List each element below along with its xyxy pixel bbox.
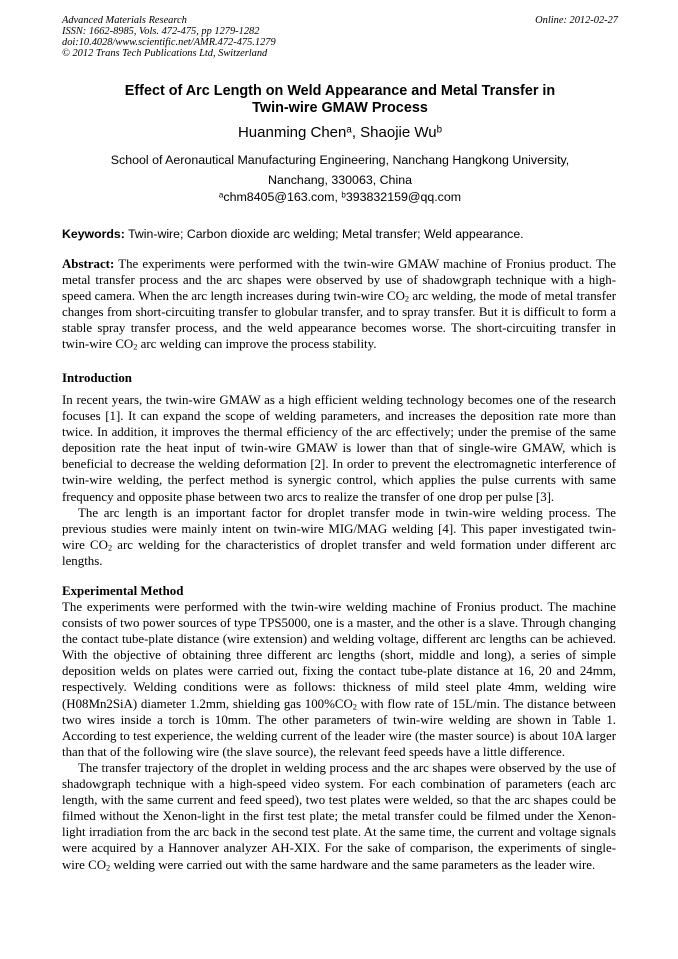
exp-p2-text-2: welding were carried out with the same hardware and the same parameters as the leader wire.	[110, 857, 596, 872]
journal-header	[62, 15, 618, 59]
intro-paragraph-2	[62, 505, 616, 569]
journal-name: Advanced Materials Research	[62, 15, 187, 26]
introduction-section	[62, 392, 616, 569]
abstract-sub-1: 2	[404, 294, 410, 304]
title-line-1: Effect of Arc Length on Weld Appearance and Metal Transfer in	[124, 83, 556, 99]
abstract	[62, 256, 616, 353]
intro-p2-text-1: The arc length is an important factor for droplet transfer mode in twin-wire welding process. The previous studies were mainly intent on twin-wire MIG/MAG welding [4]. This paper investigated twin-wire CO	[62, 505, 616, 552]
section-heading-experimental: Experimental Method	[62, 584, 184, 598]
doi-line: doi:10.4028/www.scientific.net/AMR.472-475.1279	[62, 37, 276, 48]
exp-p1-text-2: with flow rate of 15L/min. The distance between two wires inside a torch is 10mm. The other parameters of twin-wire welding are shown in Table 1. According to test experience, the welding current of the leader wire (the master source) is about 10A larger than that of the following wire (the slave source), the relevant feed speeds have a little difference.	[62, 696, 616, 759]
keywords-text: Twin-wire; Carbon dioxide arc welding; Metal transfer; Weld appearance.	[124, 227, 524, 241]
abstract-text-3: arc welding can improve the process stability.	[137, 337, 377, 352]
author-2-name: Shaojie Wu	[360, 124, 437, 141]
author-emails	[62, 189, 618, 205]
email-b[interactable]: 393832159@qq.com	[345, 190, 462, 204]
affiliation	[62, 150, 618, 190]
paper-title	[62, 83, 618, 117]
abstract-sub-2: 2	[133, 342, 138, 352]
author-2-affil-mark: b	[436, 124, 443, 136]
copyright-line: © 2012 Trans Tech Publications Ltd, Switzerland	[62, 48, 268, 59]
intro-p2-sub: 2	[107, 543, 113, 553]
exp-paragraph-1	[62, 599, 616, 760]
keywords	[62, 226, 618, 242]
exp-p1-text-1: The experiments were performed with the twin-wire welding machine of Fronius product. The machine consists of two power sources of type TPS5000, one is a master, and the other is a slave. Through changing the contact tube-plate distance (wire extension) and welding voltage, different arc lengths can be achieved. With the objective of obtaining three different arc lengths (short, middle and long), a series of simple deposition welds on plates were carried out, fixing the contact tube-plate distance at 16, 20 and 24mm, respectively. Welding conditions were as follows: thickness of mild steel plate 4mm, welding wire (H08Mn2SiA) diameter 1.2mm, shielding gas 100%CO	[62, 600, 616, 711]
experimental-section	[62, 599, 616, 873]
exp-p2-sub: 2	[106, 862, 111, 872]
author-1-name: Huanming Chen	[237, 124, 347, 141]
abstract-text-2: arc welding, the mode of metal transfer changes from short-circuiting transfer to globular transfer, and to spray transfer. But it is difficult to form a stable spray transfer process, and the weld appearance becomes worse. The short-circuiting transfer in twin-wire CO	[62, 289, 617, 352]
affiliation-line-1: School of Aeronautical Manufacturing Engineering, Nanchang Hangkong University,	[110, 153, 570, 167]
exp-p2-text-1: The transfer trajectory of the droplet in welding process and the arc shapes were observed by the use of shadowgraph technique with a high-speed video system. For each combination of parameters (each arc length, with the same current and feed speed), two test plates were welded, so that the arc shapes could be filmed without the Xenon-light in the first test plate; the metal transfer could be filmed under the Xenon-light irradiation from the arc back in the second test plate. At the same time, the current and voltage signals were acquired by a Hannover analyzer AH-XIX. For the sake of comparison, the experiments of single-wire CO	[62, 760, 616, 872]
author-1-affil-mark: a	[346, 124, 352, 136]
online-date: Online: 2012-02-27	[535, 15, 618, 26]
affiliation-line-2: Nanchang, 330063, China	[268, 173, 412, 187]
abstract-text-1: The experiments were performed with the twin-wire GMAW machine of Fronius product. The metal transfer process and the arc shapes were observed by use of shadowgraph technique with a high-speed camera. When the arc length increases during twin-wire CO	[62, 257, 616, 304]
email-separator: ,	[334, 190, 342, 204]
exp-p1-sub: 2	[352, 701, 357, 711]
section-heading-introduction: Introduction	[62, 371, 132, 385]
title-line-2: Twin-wire GMAW Process	[252, 100, 428, 116]
issn-line: ISSN: 1662-8985, Vols. 472-475, pp 1279-1282	[62, 26, 260, 37]
email-a[interactable]: chm8405@163.com	[223, 190, 335, 204]
exp-paragraph-2	[62, 760, 616, 873]
author-list	[62, 123, 618, 143]
author-separator: ,	[351, 124, 361, 141]
keywords-label: Keywords:	[62, 227, 125, 241]
email-a-mark: a	[218, 190, 224, 200]
intro-p2-text-2: arc welding for the characteristics of droplet transfer and weld formation under different arc lengths.	[62, 537, 616, 568]
abstract-label: Abstract:	[62, 257, 115, 271]
email-b-mark: b	[341, 190, 346, 200]
intro-paragraph-1: In recent years, the twin-wire GMAW as a high efficient welding technology becomes one of the research focuses [1]. It can expand the scope of welding parameters, and increases the deposition rate more than twice. In addition, it improves the thermal efficiency of the arc effectively; under the premise of the same deposition rate the heat input of twin-wire GMAW is lower than that of single-wire GMAW, which is beneficial to decrease the welding deformation [2]. In order to prevent the electromagnetic interference of twin-wire welding, the perfect method is synergic control, which applies the pulse currents with same frequency and opposite phase between two arcs to realize the transfer of one drop per pulse [3].	[62, 393, 616, 504]
